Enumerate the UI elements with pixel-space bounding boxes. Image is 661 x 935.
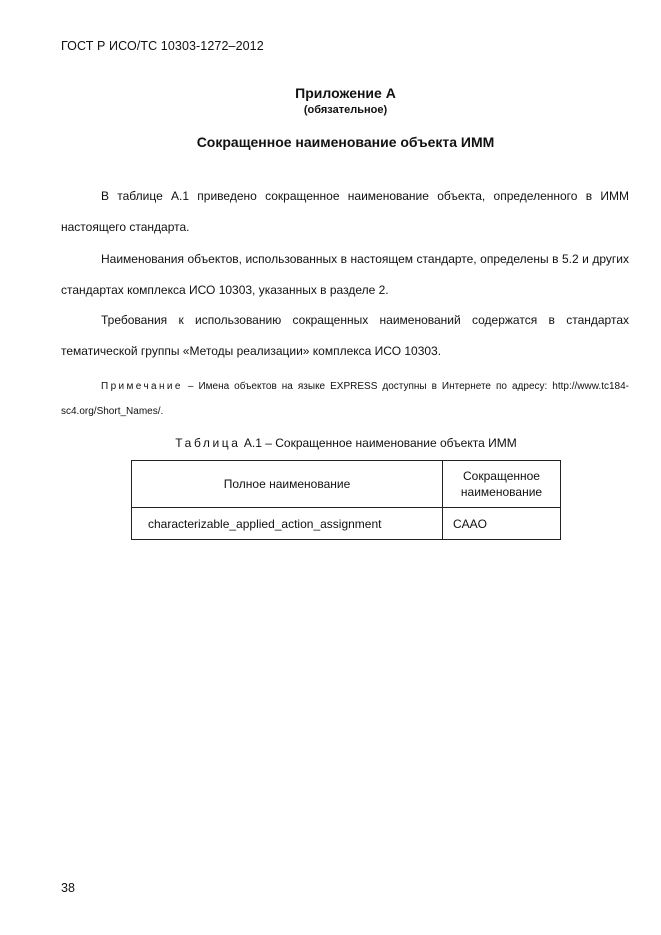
table-cell-full-name: characterizable_applied_action_assignment xyxy=(132,508,443,540)
body-paragraph-3: Требования к использованию сокращенных наименований содержатся в стандартах тематической группы «Методы реализации» комплекса ИСО 10303. xyxy=(61,313,629,358)
annex-title: Приложение А xyxy=(295,85,396,101)
annex-subtitle: (обязательное) xyxy=(303,104,388,116)
note xyxy=(61,374,629,424)
note-text: – Имена объектов на языке EXPRESS доступны в Интернете по адресу: http://www.tc184-sc4.org/Short_Names/. xyxy=(61,381,629,417)
table-cell-short-name: CAAO xyxy=(443,508,561,540)
document-code-header: ГОСТ Р ИСО/ТС 10303-1272–2012 xyxy=(61,39,264,53)
section-title: Сокращенное наименование объекта ИММ xyxy=(196,134,495,150)
body-paragraph-2: Наименования объектов, использованных в настоящем стандарте, определены в 5.2 и других стандартах комплекса ИСО 10303, указанных в разделе 2. xyxy=(61,252,629,297)
table-caption xyxy=(131,436,561,450)
page-number: 38 xyxy=(61,881,75,895)
table-caption-text: А.1 – Сокращенное наименование объекта ИММ xyxy=(240,436,517,450)
table-caption-label: Таблица xyxy=(175,436,241,450)
column-header-full-name: Полное наименование xyxy=(132,461,443,508)
body-paragraph-1: В таблице А.1 приведено сокращенное наименование объекта, определенного в ИММ настоящего стандарта. xyxy=(61,189,629,234)
table-row xyxy=(132,508,561,540)
column-header-short-name: Сокращенное наименование xyxy=(443,461,561,508)
table-header-row xyxy=(132,461,561,508)
note-label: Примечание xyxy=(101,381,183,392)
abbreviation-table xyxy=(131,460,561,540)
